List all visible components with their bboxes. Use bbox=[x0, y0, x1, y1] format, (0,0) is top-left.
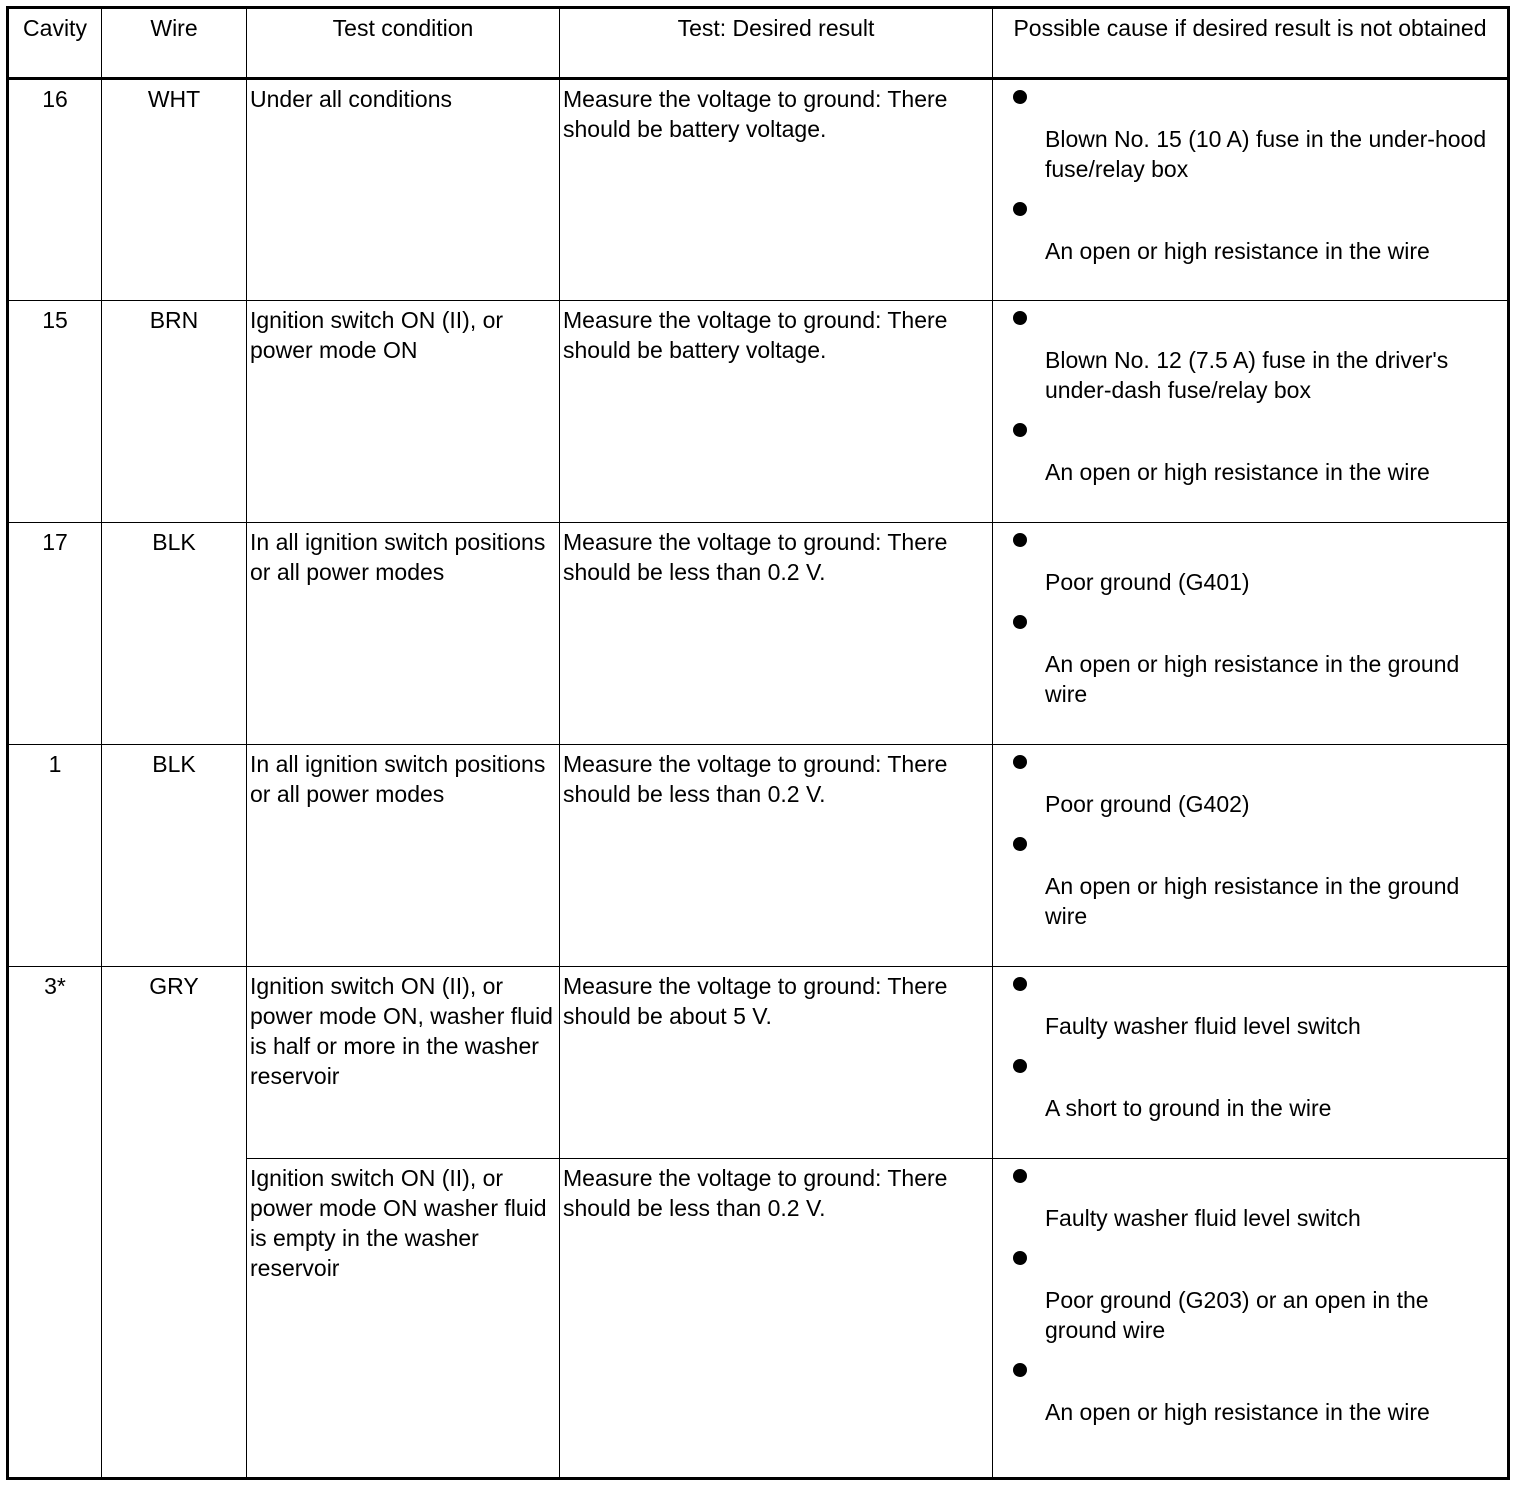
result-cell: Measure the voltage to ground: There should be less than 0.2 V. bbox=[560, 523, 993, 745]
condition-cell: In all ignition switch positions or all power modes bbox=[247, 745, 560, 967]
wire-cell: BLK bbox=[102, 523, 247, 745]
bullet-icon bbox=[1013, 90, 1027, 104]
table-row bbox=[8, 523, 1509, 745]
cause-text: Blown No. 15 (10 A) fuse in the under-hood fuse/relay box bbox=[1045, 126, 1487, 182]
cause-text: Poor ground (G203) or an open in the ground wire bbox=[1045, 1287, 1429, 1343]
table-row bbox=[8, 967, 1509, 1159]
result-cell: Measure the voltage to ground: There should be less than 0.2 V. bbox=[560, 1159, 993, 1479]
header-possible-cause: Possible cause if desired result is not obtained bbox=[993, 8, 1509, 79]
causes-cell bbox=[993, 1159, 1509, 1479]
cause-text: An open or high resistance in the ground wire bbox=[1045, 873, 1460, 929]
cause-text: Faulty washer fluid level switch bbox=[1045, 1013, 1361, 1039]
cavity-cell: 15 bbox=[8, 301, 102, 523]
wire-cell: GRY bbox=[102, 967, 247, 1479]
bullet-icon bbox=[1013, 202, 1027, 216]
bullet-icon bbox=[1013, 615, 1027, 629]
bullet-icon bbox=[1013, 1059, 1027, 1073]
wire-cell: WHT bbox=[102, 79, 247, 301]
cause-text: Blown No. 12 (7.5 A) fuse in the driver's under-dash fuse/relay box bbox=[1045, 347, 1449, 403]
causes-cell bbox=[993, 523, 1509, 745]
cause-text: Faulty washer fluid level switch bbox=[1045, 1205, 1361, 1231]
causes-cell bbox=[993, 79, 1509, 301]
cause-text: An open or high resistance in the ground wire bbox=[1045, 651, 1460, 707]
bullet-icon bbox=[1013, 755, 1027, 769]
bullet-icon bbox=[1013, 533, 1027, 547]
result-cell: Measure the voltage to ground: There should be battery voltage. bbox=[560, 301, 993, 523]
bullet-icon bbox=[1013, 1169, 1027, 1183]
causes-cell bbox=[993, 745, 1509, 967]
cavity-cell: 16 bbox=[8, 79, 102, 301]
table-row bbox=[8, 301, 1509, 523]
header-row bbox=[8, 8, 1509, 79]
cause-text: An open or high resistance in the wire bbox=[1045, 459, 1430, 485]
bullet-icon bbox=[1013, 1251, 1027, 1265]
condition-cell: Under all conditions bbox=[247, 79, 560, 301]
wire-cell: BLK bbox=[102, 745, 247, 967]
table-row bbox=[8, 79, 1509, 301]
header-desired-result: Test: Desired result bbox=[560, 8, 993, 79]
bullet-icon bbox=[1013, 311, 1027, 325]
condition-cell: In all ignition switch positions or all power modes bbox=[247, 523, 560, 745]
bullet-icon bbox=[1013, 977, 1027, 991]
table-row bbox=[8, 745, 1509, 967]
bullet-icon bbox=[1013, 837, 1027, 851]
condition-cell: Ignition switch ON (II), or power mode ON, washer fluid is half or more in the washer reservoir bbox=[247, 967, 560, 1159]
cause-text: Poor ground (G402) bbox=[1045, 791, 1250, 817]
header-cavity: Cavity bbox=[8, 8, 102, 79]
causes-cell bbox=[993, 301, 1509, 523]
cause-text: Poor ground (G401) bbox=[1045, 569, 1250, 595]
header-test-condition: Test condition bbox=[247, 8, 560, 79]
cavity-cell: 3* bbox=[8, 967, 102, 1479]
cause-text: A short to ground in the wire bbox=[1045, 1095, 1332, 1121]
cavity-cell: 17 bbox=[8, 523, 102, 745]
result-cell: Measure the voltage to ground: There should be less than 0.2 V. bbox=[560, 745, 993, 967]
cause-text: An open or high resistance in the wire bbox=[1045, 238, 1430, 264]
troubleshooting-table bbox=[6, 6, 1510, 1480]
causes-cell bbox=[993, 967, 1509, 1159]
cause-text: An open or high resistance in the wire bbox=[1045, 1399, 1430, 1425]
cavity-cell: 1 bbox=[8, 745, 102, 967]
bullet-icon bbox=[1013, 423, 1027, 437]
condition-cell: Ignition switch ON (II), or power mode ON bbox=[247, 301, 560, 523]
result-cell: Measure the voltage to ground: There should be about 5 V. bbox=[560, 967, 993, 1159]
result-cell: Measure the voltage to ground: There should be battery voltage. bbox=[560, 79, 993, 301]
bullet-icon bbox=[1013, 1363, 1027, 1377]
header-wire: Wire bbox=[102, 8, 247, 79]
condition-cell: Ignition switch ON (II), or power mode ON washer fluid is empty in the washer reservoir bbox=[247, 1159, 560, 1479]
wire-cell: BRN bbox=[102, 301, 247, 523]
